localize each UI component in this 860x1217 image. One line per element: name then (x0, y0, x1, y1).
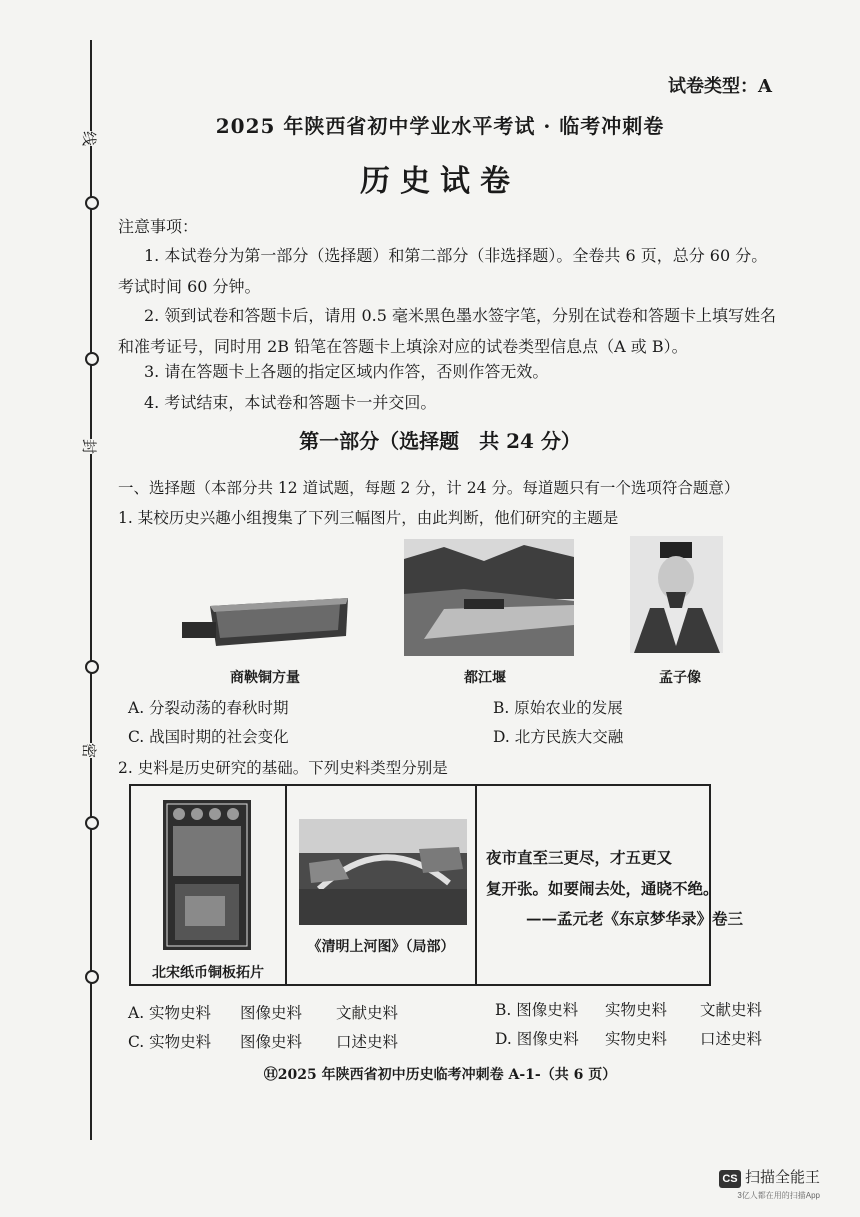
q1-option-c[interactable]: C. 战国时期的社会变化 (128, 728, 289, 746)
dujiangyan-photo (404, 539, 574, 656)
q2-option-b-part1: B. 图像史料 (495, 1001, 579, 1019)
q2-option-d-part3: 口述史料 (700, 1030, 763, 1048)
exam-title: 2025 年陕西省初中学业水平考试 · 临考冲刺卷 (215, 114, 665, 138)
q2-option-c-part2: 图像史料 (240, 1033, 303, 1051)
mencius-portrait (630, 536, 723, 653)
subject-title: 历史试卷 (360, 164, 520, 199)
page-footer: Ⓗ2025 年陕西省初中历史临考冲刺卷 A-1-（共 6 页） (263, 1067, 617, 1083)
q2-option-a-part1: A. 实物史料 (128, 1004, 212, 1022)
q2-option-d-part2: 实物史料 (605, 1030, 668, 1048)
quote-line-1: 夜市直至三更尽，才五更又 (486, 848, 673, 867)
notice-heading: 注意事项： (118, 217, 199, 236)
q2-option-d-part1: D. 图像史料 (495, 1030, 579, 1048)
margin-circle (85, 816, 99, 830)
notice-item: 1. 本试卷分为第一部分（选择题）和第二部分（非选择题）。全卷共 6 页，总分 60 分。考试时间 60 分钟。 (118, 246, 768, 296)
box-divider (285, 786, 287, 984)
margin-char-feng: 封 (80, 438, 99, 455)
song-paper-money-rubbing (163, 800, 251, 950)
q2-option-b-part2: 实物史料 (605, 1001, 668, 1019)
camscanner-logo-icon: CS (719, 1170, 741, 1188)
margin-circle (85, 352, 99, 366)
q1-option-d[interactable]: D. 北方民族大交融 (493, 728, 624, 746)
caption-mencius: 孟子像 (659, 670, 701, 686)
q2-option-b-part3: 文献史料 (700, 1001, 763, 1019)
scanner-tagline: 3亿人都在用的扫描App (737, 1191, 820, 1200)
scanner-watermark (719, 1166, 820, 1188)
question-2-stem: 2. 史料是历史研究的基础。下列史料类型分别是 (118, 759, 448, 777)
margin-circle (85, 660, 99, 674)
paper-type-label: 试卷类型：A (668, 76, 772, 97)
q2-option-a-part3: 文献史料 (336, 1004, 399, 1022)
part-one-title: 第一部分（选择题 共 24 分） (299, 429, 581, 453)
notice-item: 4. 考试结束，本试卷和答题卡一并交回。 (144, 393, 437, 412)
section-intro: 一、选择题（本部分共 12 道试题，每题 2 分，计 24 分。每道题只有一个选项符合题意） (118, 479, 740, 497)
caption-dujiangyan: 都江堰 (464, 670, 506, 686)
q2-option-c-part1: C. 实物史料 (128, 1033, 212, 1051)
box-divider (475, 786, 477, 984)
notice-item: 3. 请在答题卡上各题的指定区域内作答，否则作答无效。 (144, 362, 549, 381)
q1-option-a[interactable]: A. 分裂动荡的春秋时期 (128, 699, 289, 717)
caption-bronze-measure: 商鞅铜方量 (230, 670, 300, 686)
notice-item: 2. 领到试卷和答题卡后，请用 0.5 毫米黑色墨水签字笔，分别在试卷和答题卡上填写姓名和准考证号，同时用 2B 铅笔在答题卡上填涂对应的试卷类型信息点（A 或 B）。 (118, 306, 776, 356)
q1-option-b[interactable]: B. 原始农业的发展 (493, 699, 623, 717)
caption-paper-money: 北宋纸币铜板拓片 (152, 965, 264, 981)
margin-char-mi: 密 (80, 742, 99, 759)
quote-source: ——孟元老《东京梦华录》卷三 (526, 909, 744, 928)
q2-option-c-part3: 口述史料 (336, 1033, 399, 1051)
q2-option-a-part2: 图像史料 (240, 1004, 303, 1022)
margin-circle (85, 970, 99, 984)
question-1-stem: 1. 某校历史兴趣小组搜集了下列三幅图片，由此判断，他们研究的主题是 (118, 509, 619, 527)
caption-qingming: 《清明上河图》（局部） (307, 939, 455, 955)
shang-yang-bronze-measure-image (180, 592, 350, 656)
qingming-scroll-painting (299, 819, 467, 925)
margin-char-xian: 线 (80, 130, 99, 147)
quote-line-2: 复开张。如要闹去处，通晓不绝。 (486, 879, 719, 898)
scanner-brand-name: 扫描全能王 (744, 1169, 820, 1186)
